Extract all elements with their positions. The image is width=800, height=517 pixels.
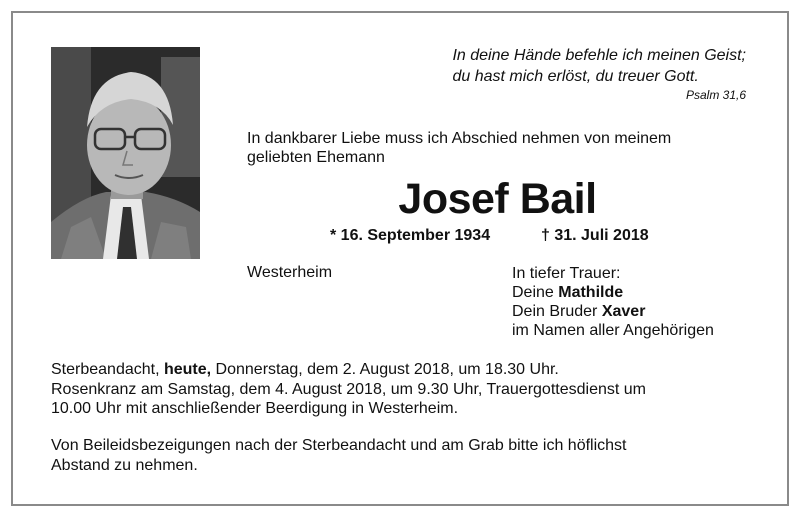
mourner-brother	[512, 302, 714, 321]
service-line: Rosenkranz am Samstag, dem 4. August 2018, um 9.30 Uhr, Trauergottesdienst um	[51, 380, 646, 398]
mourner-name: Xaver	[601, 303, 646, 320]
service-line: 10.00 Uhr mit anschließender Beerdigung in Westerheim.	[51, 400, 459, 417]
mourners-block	[512, 264, 714, 340]
service-info	[51, 360, 751, 419]
mourners-relatives: im Namen aller Angehörigen	[512, 322, 714, 339]
service-text: Sterbeandacht,	[51, 361, 164, 378]
intro-text	[247, 129, 671, 167]
portrait-photo	[51, 47, 200, 259]
bible-verse	[452, 45, 746, 87]
death-date: † 31. Juli 2018	[541, 227, 649, 244]
deceased-name: Josef Bail	[398, 175, 597, 223]
condolence-line: Von Beileidsbezeigungen nach der Sterbeandacht und am Grab bitte ich höflichst	[51, 437, 627, 454]
intro-line: In dankbarer Liebe muss ich Abschied nehmen von meinem	[247, 130, 672, 147]
condolence-line: Abstand zu nehmen.	[51, 456, 198, 474]
mourners-header: In tiefer Trauer:	[512, 265, 621, 282]
mourner-name: Mathilde	[558, 284, 624, 301]
mourner-prefix: Deine	[512, 284, 559, 301]
place: Westerheim	[247, 264, 333, 281]
service-text: Donnerstag, dem 2. August 2018, um 18.30 Uhr.	[211, 361, 559, 378]
intro-line: geliebten Ehemann	[247, 149, 385, 166]
birth-date: * 16. September 1934	[330, 227, 491, 244]
verse-reference: Psalm 31,6	[685, 88, 746, 102]
mourner-prefix: Dein Bruder	[512, 303, 602, 320]
service-highlight: heute,	[163, 361, 212, 378]
service-line	[51, 360, 751, 380]
condolence-note	[51, 436, 751, 475]
verse-line: du hast mich erlöst, du treuer Gott.	[452, 68, 699, 85]
mourner-wife	[512, 283, 714, 302]
verse-line: In deine Hände befehle ich meinen Geist;	[452, 47, 746, 64]
